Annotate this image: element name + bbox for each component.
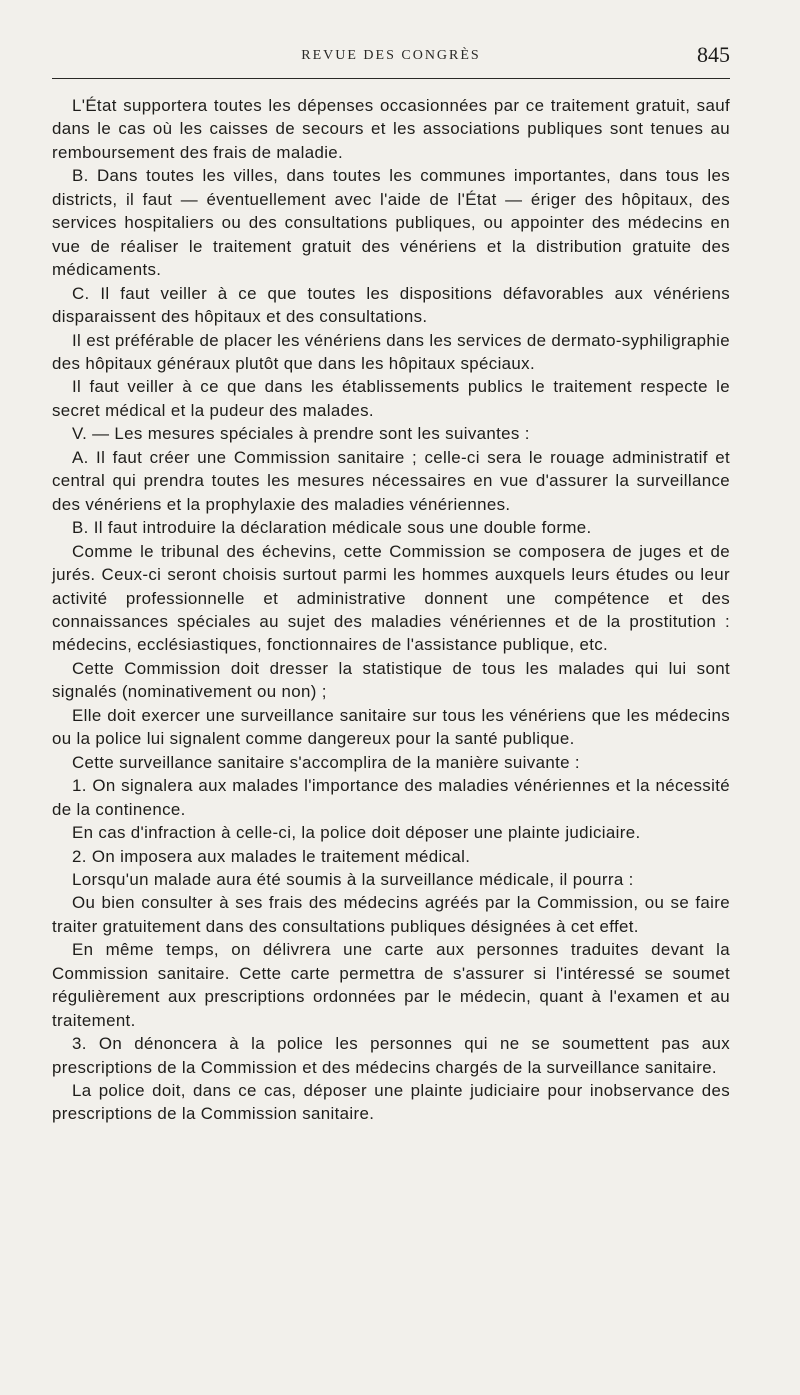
paragraph: En même temps, on délivrera une carte aux personnes traduites devant la Commission sanitaire. Cette carte permettra de s'assurer si l'intéressé se soumet régulièrement aux prescriptions ordonnées par le médecin, quant à l'examen et au traitement. xyxy=(52,940,730,1030)
paragraph: V. — Les mesures spéciales à prendre sont les suivantes : xyxy=(72,424,530,444)
paragraph: L'État supportera toutes les dépenses occasionnées par ce traitement gratuit, sauf dans le cas où les caisses de secours et les associations publiques sont tenues au remboursement des frais de maladie. xyxy=(52,96,730,162)
paragraph: La police doit, dans ce cas, déposer une plainte judiciaire pour inobservance des prescriptions de la Commission sanitaire. xyxy=(52,1081,730,1124)
paragraph: C. Il faut veiller à ce que toutes les dispositions défavorables aux vénériens disparaissent des hôpitaux et des consultations. xyxy=(52,283,730,327)
paragraph: Il est préférable de placer les vénériens dans les services de dermato-syphiligraphie des hôpitaux généraux plutôt que dans les hôpitaux spéciaux. xyxy=(52,330,730,373)
paragraph: Cette Commission doit dresser la statistique de tous les malades qui lui sont signalés (nominativement ou non) ; xyxy=(52,658,730,702)
paragraph: 1. On signalera aux malades l'importance des maladies vénériennes et la nécessité de la continence. xyxy=(52,776,730,819)
paragraph: Comme le tribunal des échevins, cette Commission se composera de juges et de jurés. Ceux-ci seront choisis surtout parmi les hommes auxquels leurs études ou leur activité professionnelle et administrative donnent une compétence et des connaissances spéciales au sujet des maladies vénériennes et de la prostitution : médecins, ecclésiastiques, fonctionnaires de l'assistance publique, etc. xyxy=(52,541,730,655)
page-number: 845 xyxy=(697,42,730,67)
body-text xyxy=(52,94,730,1126)
paragraph: Il faut veiller à ce que dans les établissements publics le traitement respecte le secret médical et la pudeur des malades. xyxy=(52,377,730,420)
paragraph: 3. On dénoncera à la police les personnes qui ne se soumettent pas aux prescriptions de la Commission et des médecins chargés de la surveillance sanitaire. xyxy=(52,1034,730,1077)
running-head xyxy=(52,42,730,70)
paragraph: Ou bien consulter à ses frais des médecins agréés par la Commission, ou se faire traiter gratuitement dans des consultations publiques désignées à cet effet. xyxy=(52,893,730,936)
paragraph: B. Il faut introduire la déclaration médicale sous une double forme. xyxy=(72,518,592,538)
paragraph: Elle doit exercer une surveillance sanitaire sur tous les vénériens que les médecins ou la police lui signalent comme dangereux pour la santé publique. xyxy=(52,705,730,749)
paragraph: Lorsqu'un malade aura été soumis à la surveillance médicale, il pourra : xyxy=(72,869,634,889)
paragraph: En cas d'infraction à celle-ci, la police doit déposer une plainte judiciaire. xyxy=(72,823,641,843)
header-rule xyxy=(52,78,730,79)
paragraph: 2. On imposera aux malades le traitement médical. xyxy=(72,846,471,866)
paragraph: B. Dans toutes les villes, dans toutes les communes importantes, dans tous les districts, il faut — éventuellement avec l'aide de l'État — ériger des hôpitaux, des services hospitaliers ou des consultations publiques, ou appointer des médecins en vue de réaliser le traitement gratuit des vénériens et la distribution gratuite des médicaments. xyxy=(52,166,730,280)
paragraph: A. Il faut créer une Commission sanitaire ; celle-ci sera le rouage administratif et central qui prendra toutes les mesures nécessaires en vue d'assurer la surveillance des vénériens et la prophylaxie des maladies vénériennes. xyxy=(52,447,730,514)
paragraph: Cette surveillance sanitaire s'accomplira de la manière suivante : xyxy=(72,752,580,772)
running-title: REVUE DES CONGRÈS xyxy=(301,48,481,63)
